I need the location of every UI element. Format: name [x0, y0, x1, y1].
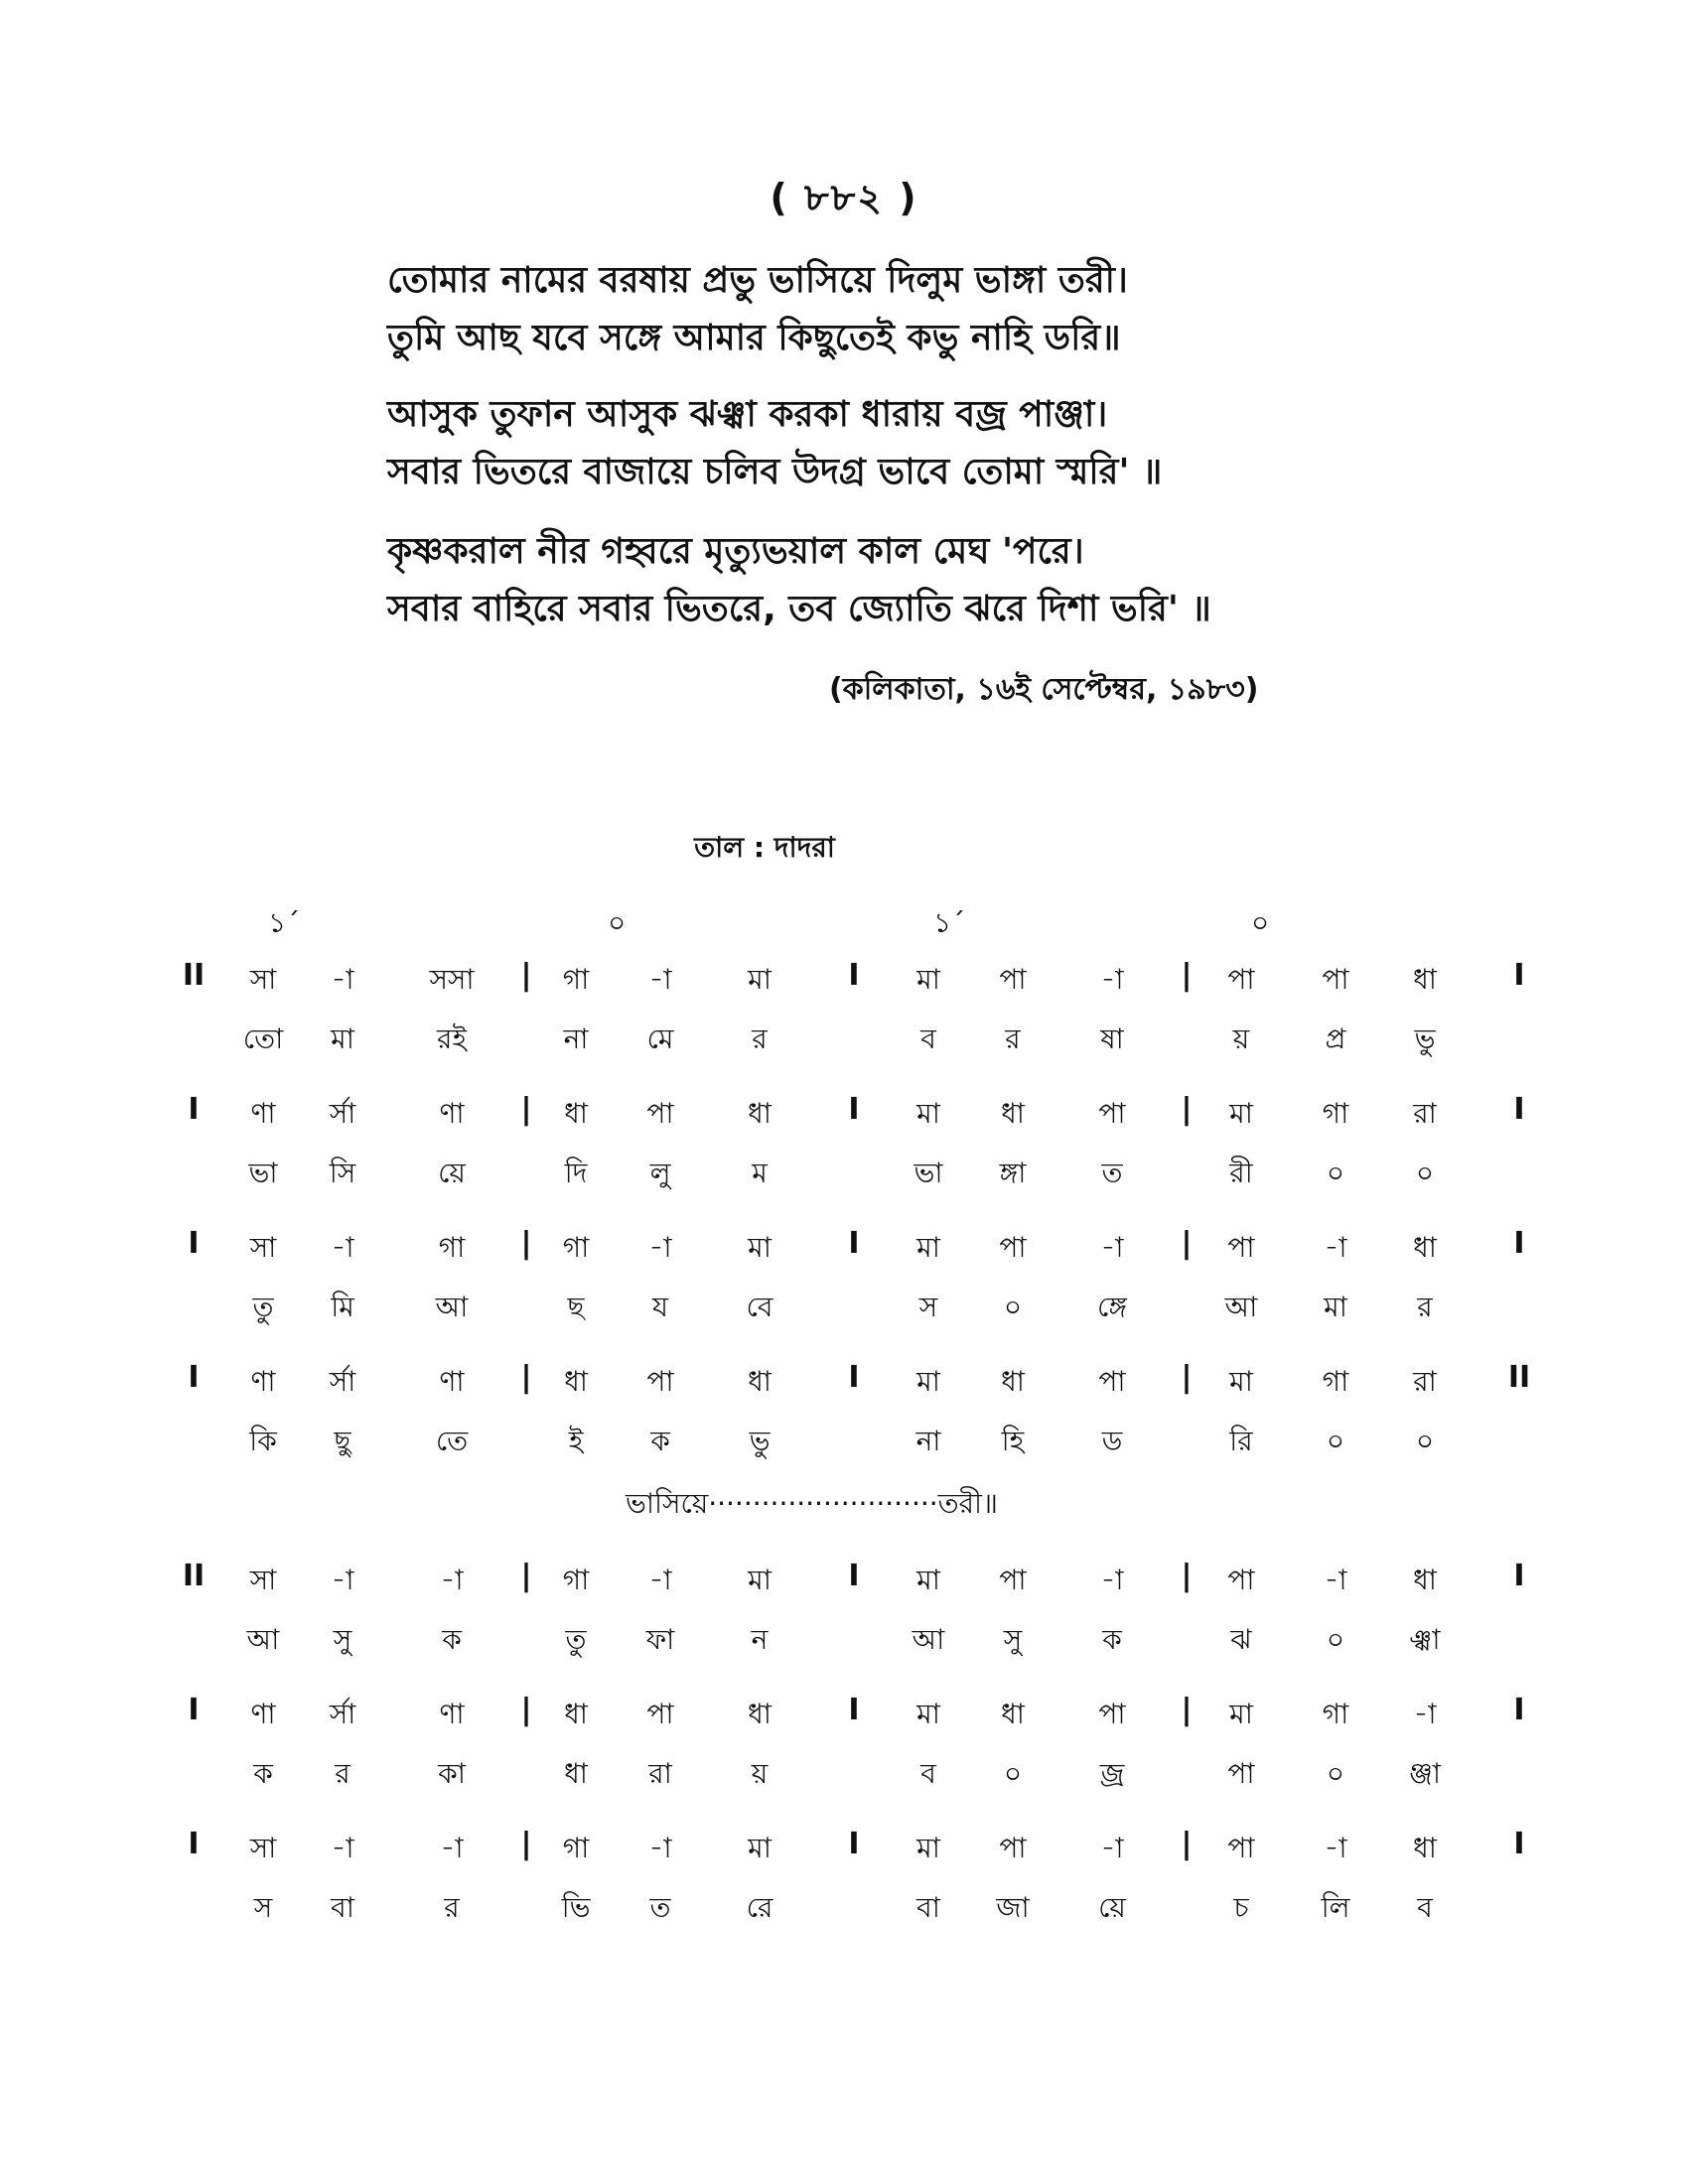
swara-note: সসা	[429, 963, 475, 996]
bar-line: |	[520, 1827, 532, 1861]
swara-note: ধা	[1413, 1231, 1437, 1264]
lyric-syllable: ব	[1417, 1891, 1433, 1924]
bar-line: I	[1513, 1092, 1525, 1127]
bar-line: I	[848, 958, 860, 993]
lyric-syllable: ক	[650, 1425, 670, 1457]
lyric-syllable: ম	[752, 1157, 768, 1189]
lyric-syllable: ধা	[564, 1757, 588, 1790]
swara-note: পা	[999, 963, 1027, 996]
lyric-syllable: জা	[996, 1891, 1030, 1924]
swara-note: -া	[1100, 963, 1124, 996]
swara-note: গা	[1322, 1097, 1349, 1130]
swara-note: -া	[1413, 1698, 1437, 1730]
lyric-syllable: মি	[331, 1291, 354, 1323]
lyric-syllable: চ	[1233, 1891, 1249, 1924]
swara-note: ণা	[250, 1365, 276, 1398]
swara-note: -া	[331, 1231, 354, 1264]
swara-note: পা	[1098, 1698, 1126, 1730]
bar-line: |	[520, 1226, 532, 1261]
swara-note: সা	[249, 1231, 277, 1264]
lyric-syllable: সু	[1003, 1623, 1023, 1656]
swara-note: মা	[916, 1365, 940, 1398]
verse-line: সবার ভিতরে বাজায়ে চলিব উদগ্র ভাবে তোমা স্মরি' ॥	[387, 452, 1163, 492]
swara-note: ধা	[564, 1365, 588, 1398]
lyric-syllable: জ্র	[1099, 1757, 1125, 1790]
swara-note: পা	[646, 1365, 674, 1398]
lyric-syllable: বা	[916, 1891, 940, 1924]
refrain-line: ভাসিয়ে··························তরী॥	[626, 1487, 998, 1520]
lyric-syllable: র	[752, 1023, 768, 1055]
swara-note: পা	[1227, 1231, 1255, 1264]
lyric-syllable: ত	[1101, 1157, 1123, 1189]
lyric-syllable: ভু	[1414, 1023, 1436, 1055]
lyric-syllable: লু	[649, 1157, 671, 1189]
bar-line: I	[848, 1360, 860, 1395]
lyric-syllable: য	[651, 1291, 669, 1323]
swara-note: -া	[648, 1564, 672, 1596]
lyric-syllable: আ	[1224, 1291, 1258, 1323]
lyric-syllable: ০	[1003, 1757, 1023, 1790]
lyric-syllable: না	[563, 1023, 589, 1055]
dateline: (কলিকাতা, ১৬ই সেপ্টেম্বর, ১৯৮৩)	[829, 672, 1259, 707]
bar-line: II	[1507, 1360, 1531, 1395]
bar-line: I	[1513, 1827, 1525, 1861]
swara-note: -া	[440, 1564, 464, 1596]
lyric-syllable: ঙ্গে	[1097, 1291, 1127, 1323]
swara-note: মা	[1229, 1365, 1253, 1398]
swara-note: -া	[1100, 1564, 1124, 1596]
beat-mark: ০	[608, 906, 627, 939]
lyric-syllable: কি	[249, 1425, 277, 1457]
bar-line: I	[1513, 958, 1525, 993]
swara-note: -া	[648, 963, 672, 996]
lyric-syllable: রই	[437, 1023, 467, 1055]
lyric-syllable: লি	[1321, 1891, 1350, 1924]
lyric-syllable: বে	[746, 1291, 774, 1323]
swara-note: গা	[1322, 1365, 1349, 1398]
lyric-syllable: দি	[564, 1157, 588, 1189]
swara-note: পা	[1227, 1564, 1255, 1596]
lyric-syllable: ভু	[749, 1425, 771, 1457]
lyric-syllable: ঞ্জা	[1408, 1757, 1442, 1790]
swara-note: ণা	[439, 1365, 465, 1398]
bar-line: II	[182, 1559, 206, 1593]
swara-note: গা	[562, 963, 590, 996]
swara-note: পা	[1322, 963, 1349, 996]
bar-line: |	[1181, 958, 1193, 993]
lyric-syllable: ষা	[1100, 1023, 1124, 1055]
swara-note: -া	[331, 1564, 354, 1596]
swara-note: ধা	[1001, 1097, 1025, 1130]
lyric-syllable: ০	[1003, 1291, 1023, 1323]
lyric-syllable: হি	[1001, 1425, 1025, 1457]
swara-note: মা	[916, 1832, 940, 1864]
swara-note: ণা	[439, 1097, 465, 1130]
swara-note: পা	[1098, 1097, 1126, 1130]
lyric-syllable: ০	[1326, 1623, 1345, 1656]
lyric-syllable: স	[918, 1291, 938, 1323]
lyric-syllable: ছু	[334, 1425, 352, 1457]
bar-line: I	[848, 1559, 860, 1593]
bar-line: |	[1181, 1827, 1193, 1861]
lyric-syllable: ক	[1102, 1623, 1122, 1656]
bar-line: |	[520, 1360, 532, 1395]
swara-note: ধা	[1413, 963, 1437, 996]
bar-line: I	[848, 1226, 860, 1261]
lyric-syllable: ০	[1326, 1425, 1345, 1457]
swara-note: গা	[562, 1564, 590, 1596]
swara-note: ধা	[748, 1097, 772, 1130]
lyric-syllable: ব	[920, 1757, 936, 1790]
bar-line: I	[188, 1360, 200, 1395]
swara-note: -া	[1324, 1564, 1347, 1596]
lyric-syllable: ভা	[914, 1157, 943, 1189]
bar-line: I	[848, 1092, 860, 1127]
lyric-syllable: আ	[435, 1291, 469, 1323]
verse-line: কৃষ্ণকরাল নীর গহ্বরে মৃত্যুভয়াল কাল মেঘ 'পরে।	[387, 531, 1084, 572]
lyric-syllable: ঝ	[1230, 1623, 1252, 1656]
bar-line: I	[848, 1693, 860, 1727]
lyric-syllable: মা	[331, 1023, 354, 1055]
swara-note: মা	[916, 1564, 940, 1596]
bar-line: |	[1181, 1559, 1193, 1593]
swara-note: মা	[748, 963, 772, 996]
lyric-syllable: ০	[1326, 1757, 1345, 1790]
lyric-syllable: তে	[435, 1425, 469, 1457]
bar-line: I	[188, 1693, 200, 1727]
beat-mark: ১´	[933, 906, 966, 939]
swara-note: -া	[331, 1832, 354, 1864]
bar-line: I	[1513, 1693, 1525, 1727]
lyric-syllable: ন	[751, 1623, 769, 1656]
swara-note: মা	[748, 1832, 772, 1864]
swara-note: রা	[1413, 1365, 1437, 1398]
swara-note: মা	[916, 1698, 940, 1730]
swara-note: পা	[1098, 1365, 1126, 1398]
swara-note: মা	[748, 1564, 772, 1596]
lyric-syllable: মে	[646, 1023, 674, 1055]
lyric-syllable: ক	[253, 1757, 273, 1790]
bar-line: |	[520, 1559, 532, 1593]
bar-line: I	[1513, 1559, 1525, 1593]
swara-note: রা	[1413, 1097, 1437, 1130]
swara-note: র্সা	[329, 1698, 356, 1730]
lyric-syllable: ড	[1101, 1425, 1123, 1457]
swara-note: ধা	[1413, 1564, 1437, 1596]
lyric-syllable: রা	[648, 1757, 672, 1790]
lyric-syllable: পা	[1227, 1757, 1255, 1790]
swara-note: পা	[646, 1698, 674, 1730]
beat-mark: ১´	[268, 906, 301, 939]
lyric-syllable: সু	[333, 1623, 352, 1656]
lyric-syllable: ০	[1326, 1157, 1345, 1189]
lyric-syllable: য়ে	[438, 1157, 466, 1189]
bar-line: I	[188, 1226, 200, 1261]
verse-line: সবার বাহিরে সবার ভিতরে, তব জ্যোতি ঝরে দিশা ভরি' ॥	[387, 589, 1211, 629]
swara-note: ধা	[1001, 1365, 1025, 1398]
swara-note: ধা	[1413, 1832, 1437, 1864]
lyric-syllable: ব	[920, 1023, 936, 1055]
lyric-syllable: বা	[331, 1891, 354, 1924]
swara-note: ধা	[1001, 1698, 1025, 1730]
lyric-syllable: য়ে	[1098, 1891, 1126, 1924]
lyric-syllable: ০	[1415, 1425, 1435, 1457]
swara-note: গা	[1322, 1698, 1349, 1730]
swara-note: গা	[562, 1231, 590, 1264]
lyric-syllable: রে	[746, 1891, 774, 1924]
swara-note: মা	[748, 1231, 772, 1264]
lyric-syllable: ঙ্গা	[999, 1157, 1027, 1189]
lyric-syllable: আ	[912, 1623, 945, 1656]
lyric-syllable: আ	[246, 1623, 280, 1656]
bar-line: |	[520, 1693, 532, 1727]
swara-note: মা	[916, 963, 940, 996]
lyric-syllable: মা	[1324, 1291, 1347, 1323]
swara-note: -া	[1100, 1231, 1124, 1264]
swara-note: মা	[1229, 1698, 1253, 1730]
swara-note: -া	[331, 963, 354, 996]
lyric-syllable: ০	[1415, 1157, 1435, 1189]
lyric-syllable: ই	[568, 1425, 584, 1457]
swara-note: সা	[249, 963, 277, 996]
lyric-syllable: সি	[329, 1157, 356, 1189]
swara-note: পা	[1227, 1832, 1255, 1864]
beat-mark: ০	[1251, 906, 1270, 939]
swara-note: মা	[1229, 1097, 1253, 1130]
lyric-syllable: কা	[438, 1757, 466, 1790]
lyric-syllable: স	[253, 1891, 273, 1924]
bar-line: |	[1181, 1226, 1193, 1261]
bar-line: |	[520, 1092, 532, 1127]
bar-line: I	[188, 1827, 200, 1861]
swara-note: ধা	[564, 1698, 588, 1730]
swara-note: গা	[562, 1832, 590, 1864]
lyric-syllable: র	[1417, 1291, 1433, 1323]
swara-note: পা	[646, 1097, 674, 1130]
lyric-syllable: ভি	[561, 1891, 591, 1924]
swara-note: র্সা	[329, 1097, 356, 1130]
bar-line: |	[1181, 1360, 1193, 1395]
swara-note: ণা	[250, 1097, 276, 1130]
lyric-syllable: তো	[242, 1023, 284, 1055]
swara-note: পা	[999, 1564, 1027, 1596]
lyric-syllable: তু	[565, 1623, 587, 1656]
swara-note: সা	[249, 1832, 277, 1864]
swara-note: ধা	[564, 1097, 588, 1130]
swara-note: পা	[999, 1832, 1027, 1864]
bar-line: I	[1513, 1226, 1525, 1261]
swara-note: ধা	[748, 1698, 772, 1730]
swara-note: পা	[1227, 963, 1255, 996]
verse-line: আসুক তুফান আসুক ঝঞ্ঝা করকা ধারায় বজ্র পাঞ্জা।	[387, 394, 1108, 435]
swara-note: সা	[249, 1564, 277, 1596]
lyric-syllable: র	[1005, 1023, 1021, 1055]
lyric-syllable: ক	[442, 1623, 462, 1656]
swara-note: -া	[648, 1231, 672, 1264]
bar-line: |	[1181, 1092, 1193, 1127]
lyric-syllable: রী	[1229, 1157, 1253, 1189]
swara-note: -া	[1324, 1832, 1347, 1864]
swara-note: -া	[1100, 1832, 1124, 1864]
swara-note: ণা	[250, 1698, 276, 1730]
swara-note: র্সা	[329, 1365, 356, 1398]
bar-line: |	[1181, 1693, 1193, 1727]
lyric-syllable: য়	[751, 1757, 769, 1790]
lyric-syllable: ভা	[248, 1157, 278, 1189]
swara-note: মা	[916, 1231, 940, 1264]
lyric-syllable: ফা	[645, 1623, 675, 1656]
page-number: ( ৮৮২ )	[770, 176, 918, 219]
swara-note: -া	[1324, 1231, 1347, 1264]
lyric-syllable: প্র	[1325, 1023, 1346, 1055]
bar-line: I	[848, 1827, 860, 1861]
lyric-syllable: ত	[649, 1891, 671, 1924]
lyric-syllable: ছ	[567, 1291, 585, 1323]
lyric-syllable: র	[335, 1757, 351, 1790]
swara-note: মা	[916, 1097, 940, 1130]
swara-note: গা	[438, 1231, 466, 1264]
lyric-syllable: তু	[252, 1291, 274, 1323]
swara-note: পা	[999, 1231, 1027, 1264]
swara-note: -া	[648, 1832, 672, 1864]
lyric-syllable: র	[444, 1891, 460, 1924]
lyric-syllable: য়	[1232, 1023, 1250, 1055]
swara-note: ণা	[439, 1698, 465, 1730]
tala-heading: তাল : দাদরা	[694, 831, 835, 864]
lyric-syllable: রি	[1229, 1425, 1253, 1457]
bar-line: |	[520, 958, 532, 993]
bar-line: II	[182, 958, 206, 993]
verse-line: তোমার নামের বরষায় প্রভু ভাসিয়ে দিলুম ভাঙ্গা তরী।	[387, 260, 1128, 301]
lyric-syllable: ঞ্ঝা	[1409, 1623, 1441, 1656]
swara-note: -া	[440, 1832, 464, 1864]
lyric-syllable: না	[915, 1425, 941, 1457]
bar-line: I	[188, 1092, 200, 1127]
verse-line: তুমি আছ যবে সঙ্গে আমার কিছুতেই কভু নাহি ডরি॥	[387, 318, 1121, 358]
swara-note: ধা	[748, 1365, 772, 1398]
